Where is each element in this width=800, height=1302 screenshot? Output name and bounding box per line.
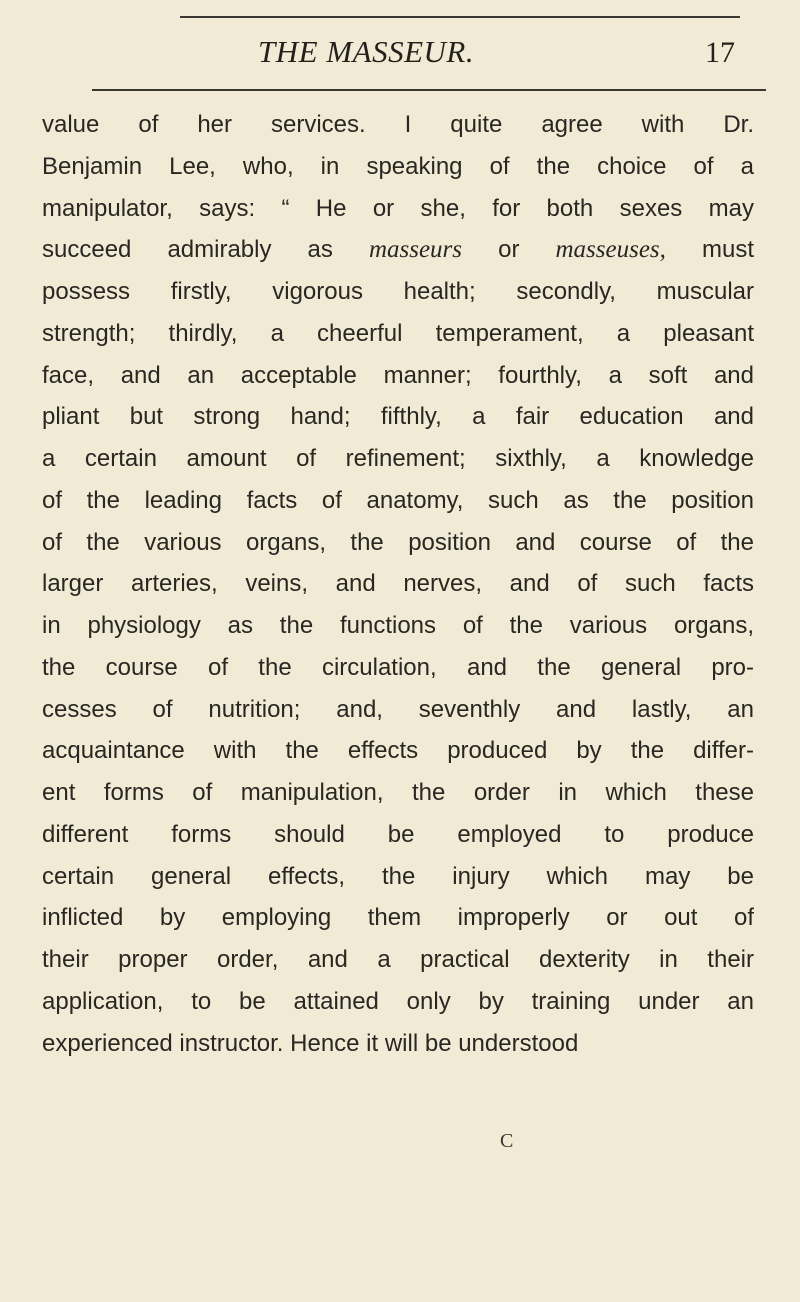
signature-mark: C <box>500 1130 514 1152</box>
text-line: of the various organs, the position and course of the <box>42 528 754 556</box>
header-rule <box>92 89 766 91</box>
running-head <box>0 34 800 74</box>
text-line: in physiology as the functions of the various organs, <box>42 612 754 639</box>
text-fragment: or <box>462 236 556 264</box>
text-line: manipulator, says: “ He or she, for both sexes may <box>42 194 754 222</box>
text-line: a certain amount of refinement; sixthly, a knowledge <box>42 445 754 472</box>
text-fragment: succeed admirably as <box>42 236 369 264</box>
text-line: their proper order, and a practical dexterity in their <box>42 946 754 973</box>
text-line: cesses of nutrition; and, seventhly and lastly, an <box>42 695 754 723</box>
top-rule <box>180 16 740 18</box>
text-line: of the leading facts of anatomy, such as the position <box>42 486 754 514</box>
text-line: larger arteries, veins, and nerves, and of such facts <box>42 570 754 598</box>
text-line <box>42 229 754 271</box>
text-line: certain general effects, the injury which may be <box>42 862 754 890</box>
page-number: 17 <box>705 36 735 69</box>
body-text <box>42 104 754 1064</box>
text-fragment: must <box>665 236 754 264</box>
text-line: Benjamin Lee, who, in speaking of the choice of a <box>42 152 754 180</box>
text-line: strength; thirdly, a cheerful temperament, a pleasant <box>42 319 754 347</box>
text-line: face, and an acceptable manner; fourthly, a soft and <box>42 361 754 389</box>
text-line: acquaintance with the effects produced by the differ- <box>42 737 754 765</box>
text-line: experienced instructor. Hence it will be understood <box>42 1029 579 1057</box>
text-line: the course of the circulation, and the general pro- <box>42 653 754 681</box>
text-line: different forms should be employed to produce <box>42 820 754 848</box>
text-line: pliant but strong hand; fifthly, a fair education and <box>42 403 754 431</box>
running-title: THE MASSEUR. <box>258 34 475 69</box>
italic-term-masseuses: masseuses, <box>555 236 666 264</box>
text-line: value of her services. I quite agree with Dr. <box>42 111 754 138</box>
text-line: application, to be attained only by training under an <box>42 987 754 1015</box>
italic-term-masseurs: masseurs <box>368 236 463 264</box>
text-line: ent forms of manipulation, the order in which these <box>42 779 754 806</box>
text-line: possess firstly, vigorous health; secondly, muscular <box>42 278 754 305</box>
text-line: inflicted by employing them improperly or out of <box>42 904 754 932</box>
